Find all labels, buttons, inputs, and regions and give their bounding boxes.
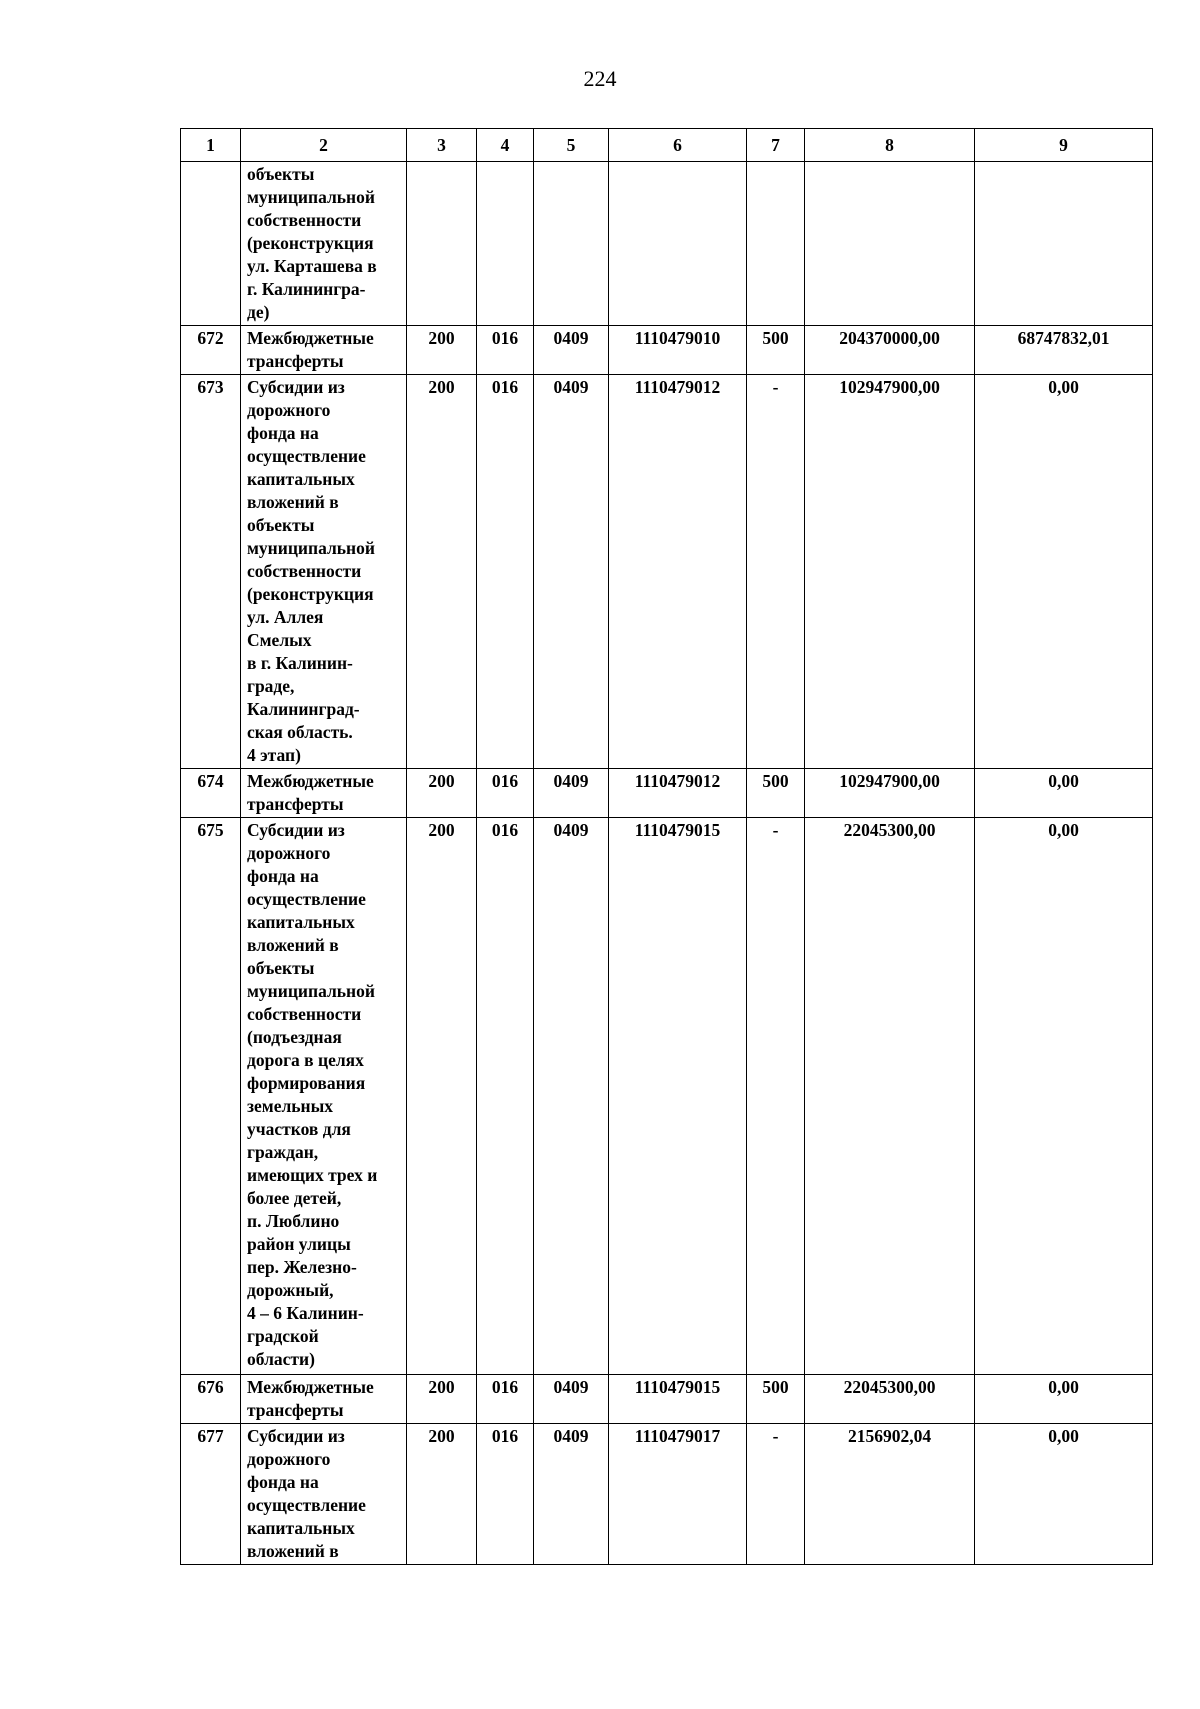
row-number [181, 162, 241, 326]
row-name: Межбюджетные трансферты [241, 1375, 407, 1424]
cell-col4: 016 [477, 818, 534, 1375]
cell-col7: 500 [747, 769, 805, 818]
row-name: Субсидии из дорожного фонда на осуществление капитальных вложений в объекты муниципальной собственности (подъездная дорога в целях формирования земельных участков для граждан, имеющих трех и более детей, п. Люблино район улицы пер. Железно- дорожный, 4 – 6 Калинин- градской области) [241, 818, 407, 1375]
cell-col4: 016 [477, 1424, 534, 1565]
column-header: 3 [407, 129, 477, 162]
cell-col8: 2156902,04 [805, 1424, 975, 1565]
cell-col8: 102947900,00 [805, 375, 975, 769]
cell-col5: 0409 [534, 326, 609, 375]
cell-col3: 200 [407, 818, 477, 1375]
cell-col5: 0409 [534, 375, 609, 769]
cell-col3 [407, 162, 477, 326]
cell-col5: 0409 [534, 1375, 609, 1424]
cell-col6: 1110479017 [609, 1424, 747, 1565]
page-number: 224 [583, 66, 617, 91]
row-name: объекты муниципальной собственности (реконструкция ул. Карташева в г. Калинингра- де) [241, 162, 407, 326]
cell-col5: 0409 [534, 769, 609, 818]
row-number: 673 [181, 375, 241, 769]
row-name: Межбюджетные трансферты [241, 326, 407, 375]
cell-col4 [477, 162, 534, 326]
cell-col6: 1110479012 [609, 375, 747, 769]
row-name: Субсидии из дорожного фонда на осуществление капитальных вложений в объекты муниципальной собственности (реконструкция ул. Аллея Смелых в г. Калинин- граде, Калининград- ская область. 4 этап) [241, 375, 407, 769]
table-row [181, 162, 1153, 326]
cell-col5: 0409 [534, 1424, 609, 1565]
cell-col3: 200 [407, 1375, 477, 1424]
cell-col7 [747, 162, 805, 326]
row-number: 677 [181, 1424, 241, 1565]
cell-col7: - [747, 818, 805, 1375]
cell-col5: 0409 [534, 818, 609, 1375]
column-header: 7 [747, 129, 805, 162]
cell-col6: 1110479015 [609, 818, 747, 1375]
cell-col4: 016 [477, 1375, 534, 1424]
cell-col8: 102947900,00 [805, 769, 975, 818]
cell-col3: 200 [407, 326, 477, 375]
cell-col6: 1110479015 [609, 1375, 747, 1424]
cell-col8: 204370000,00 [805, 326, 975, 375]
cell-col7: 500 [747, 1375, 805, 1424]
table-row [181, 326, 1153, 375]
cell-col7: 500 [747, 326, 805, 375]
budget-table [180, 128, 1153, 1565]
cell-col6 [609, 162, 747, 326]
table-row [181, 769, 1153, 818]
cell-col6: 1110479010 [609, 326, 747, 375]
column-header: 1 [181, 129, 241, 162]
row-number: 676 [181, 1375, 241, 1424]
row-number: 672 [181, 326, 241, 375]
row-name: Субсидии из дорожного фонда на осуществление капитальных вложений в [241, 1424, 407, 1565]
table-row [181, 818, 1153, 1375]
cell-col7: - [747, 375, 805, 769]
column-header: 5 [534, 129, 609, 162]
table-row [181, 1375, 1153, 1424]
table-row [181, 375, 1153, 769]
cell-col3: 200 [407, 375, 477, 769]
cell-col4: 016 [477, 375, 534, 769]
row-name: Межбюджетные трансферты [241, 769, 407, 818]
column-header: 2 [241, 129, 407, 162]
header-row [181, 129, 1153, 162]
column-header: 4 [477, 129, 534, 162]
cell-col5 [534, 162, 609, 326]
column-header: 6 [609, 129, 747, 162]
cell-col3: 200 [407, 769, 477, 818]
column-header: 9 [975, 129, 1153, 162]
cell-col9: 0,00 [975, 375, 1153, 769]
cell-col4: 016 [477, 769, 534, 818]
cell-col6: 1110479012 [609, 769, 747, 818]
cell-col9: 0,00 [975, 769, 1153, 818]
cell-col4: 016 [477, 326, 534, 375]
cell-col9: 0,00 [975, 818, 1153, 1375]
cell-col3: 200 [407, 1424, 477, 1565]
cell-col9 [975, 162, 1153, 326]
cell-col7: - [747, 1424, 805, 1565]
cell-col9: 0,00 [975, 1424, 1153, 1565]
cell-col9: 68747832,01 [975, 326, 1153, 375]
row-number: 674 [181, 769, 241, 818]
table-row [181, 1424, 1153, 1565]
column-header: 8 [805, 129, 975, 162]
row-number: 675 [181, 818, 241, 1375]
cell-col9: 0,00 [975, 1375, 1153, 1424]
cell-col8: 22045300,00 [805, 1375, 975, 1424]
cell-col8: 22045300,00 [805, 818, 975, 1375]
cell-col8 [805, 162, 975, 326]
